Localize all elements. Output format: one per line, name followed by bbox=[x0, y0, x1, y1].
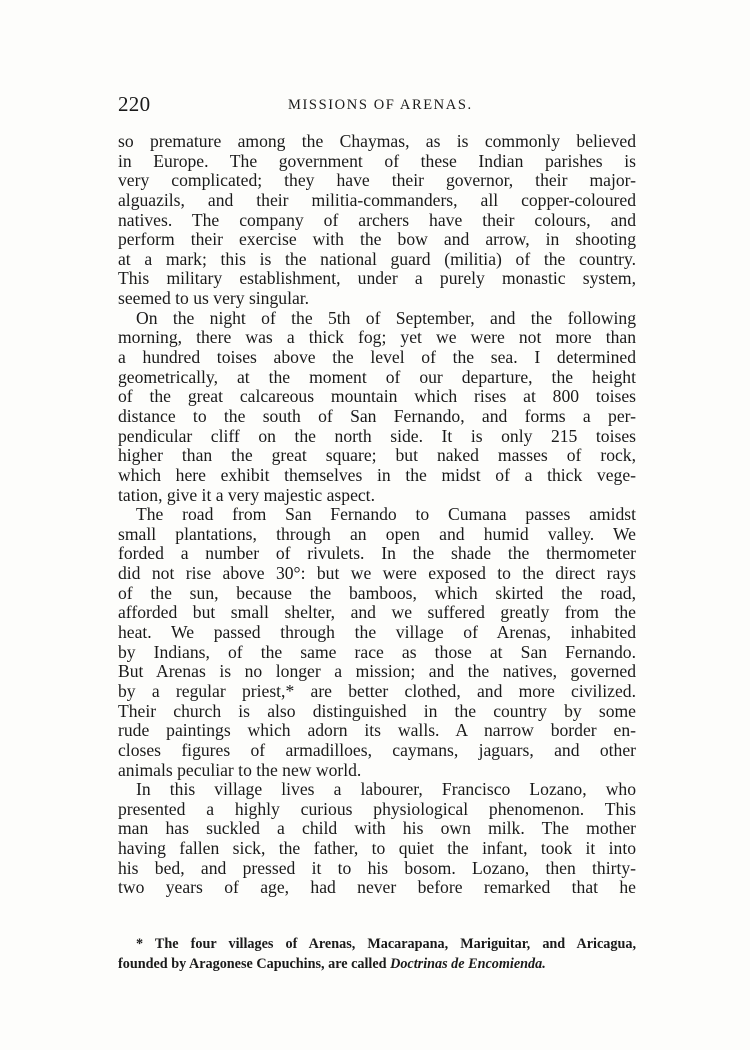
text-line: rude paintings which adorn its walls. A narrow border en- bbox=[118, 720, 636, 741]
text-line: distance to the south of San Fernando, and forms a per- bbox=[118, 405, 636, 426]
text-line: a hundred toises above the level of the sea. I determined bbox=[118, 347, 636, 368]
text-line: did not rise above 30°: but we were exposed to the direct rays bbox=[118, 563, 636, 584]
text-line: higher than the great square; but naked masses of rock, bbox=[118, 445, 636, 466]
text-line: of the great calcareous mountain which rises at 800 toises bbox=[118, 386, 636, 407]
text-line: of the sun, because the bamboos, which skirted the road, bbox=[118, 582, 636, 603]
text-line: by Indians, of the same race as those at San Fernando. bbox=[118, 641, 636, 662]
text-line: very complicated; they have their governor, their major- bbox=[118, 170, 636, 191]
text-line: afforded but small shelter, and we suffered greatly from the bbox=[118, 602, 636, 623]
text-line: closes figures of armadilloes, caymans, jaguars, and other bbox=[118, 739, 636, 760]
text-line: having fallen sick, the father, to quiet the infant, took it into bbox=[118, 838, 636, 859]
text-line: forded a number of rivulets. In the shade the thermometer bbox=[118, 543, 636, 564]
text-line: The road from San Fernando to Cumana passes amidst bbox=[136, 504, 636, 525]
footnote-italic-term: Doctrinas de Encomienda. bbox=[390, 955, 546, 972]
text-line: two years of age, had never before remarked that he bbox=[118, 877, 636, 898]
text-line: at a mark; this is the national guard (militia) of the country. bbox=[118, 248, 636, 269]
text-line: But Arenas is no longer a mission; and the natives, governed bbox=[118, 661, 636, 682]
text-line: This military establishment, under a purely monastic system, bbox=[118, 268, 636, 289]
text-line: presented a highly curious physiological phenomenon. This bbox=[118, 798, 636, 819]
running-head: MISSIONS OF ARENAS. bbox=[288, 97, 473, 113]
text-line: his bed, and pressed it to his bosom. Lozano, then thirty- bbox=[118, 857, 636, 878]
footnote-line bbox=[118, 955, 636, 975]
text-line: animals peculiar to the new world. bbox=[118, 759, 362, 780]
text-line: in Europe. The government of these Indian parishes is bbox=[118, 150, 636, 171]
text-line: which here exhibit themselves in the midst of a thick vege- bbox=[118, 464, 636, 485]
text-line: alguazils, and their militia-commanders, all copper-coloured bbox=[118, 189, 636, 210]
footnote bbox=[118, 935, 636, 974]
text-line: so premature among the Chaymas, as is commonly believed bbox=[118, 131, 636, 151]
text-line: geometrically, at the moment of our departure, the height bbox=[118, 366, 636, 387]
text-line: by a regular priest,* are better clothed, and more civilized. bbox=[118, 680, 636, 701]
text-line: pendicular cliff on the north side. It is only 215 toises bbox=[118, 425, 636, 446]
text-line: natives. The company of archers have their colours, and bbox=[118, 209, 636, 230]
body-text bbox=[118, 132, 636, 898]
footnote-line: * The four villages of Arenas, Macarapana, Mariguitar, and Aricagua, bbox=[136, 936, 636, 952]
text-line: morning, there was a thick fog; yet we were not more than bbox=[118, 327, 636, 348]
page-number: 220 bbox=[118, 92, 151, 116]
text-line: In this village lives a labourer, Francisco Lozano, who bbox=[136, 779, 636, 800]
text-line: small plantations, through an open and humid valley. We bbox=[118, 523, 636, 544]
text-line: tation, give it a very majestic aspect. bbox=[118, 484, 375, 505]
text-line: man has suckled a child with his own milk. The mother bbox=[118, 818, 636, 839]
text-line: heat. We passed through the village of Arenas, inhabited bbox=[118, 622, 636, 643]
page-header bbox=[118, 92, 636, 122]
footnote-text: founded by Aragonese Capuchins, are called bbox=[118, 955, 391, 972]
text-line: On the night of the 5th of September, and the following bbox=[136, 307, 636, 328]
text-line: perform their exercise with the bow and arrow, in shooting bbox=[118, 229, 636, 250]
text-line: seemed to us very singular. bbox=[118, 288, 310, 309]
text-line: Their church is also distinguished in the country by some bbox=[118, 700, 636, 721]
